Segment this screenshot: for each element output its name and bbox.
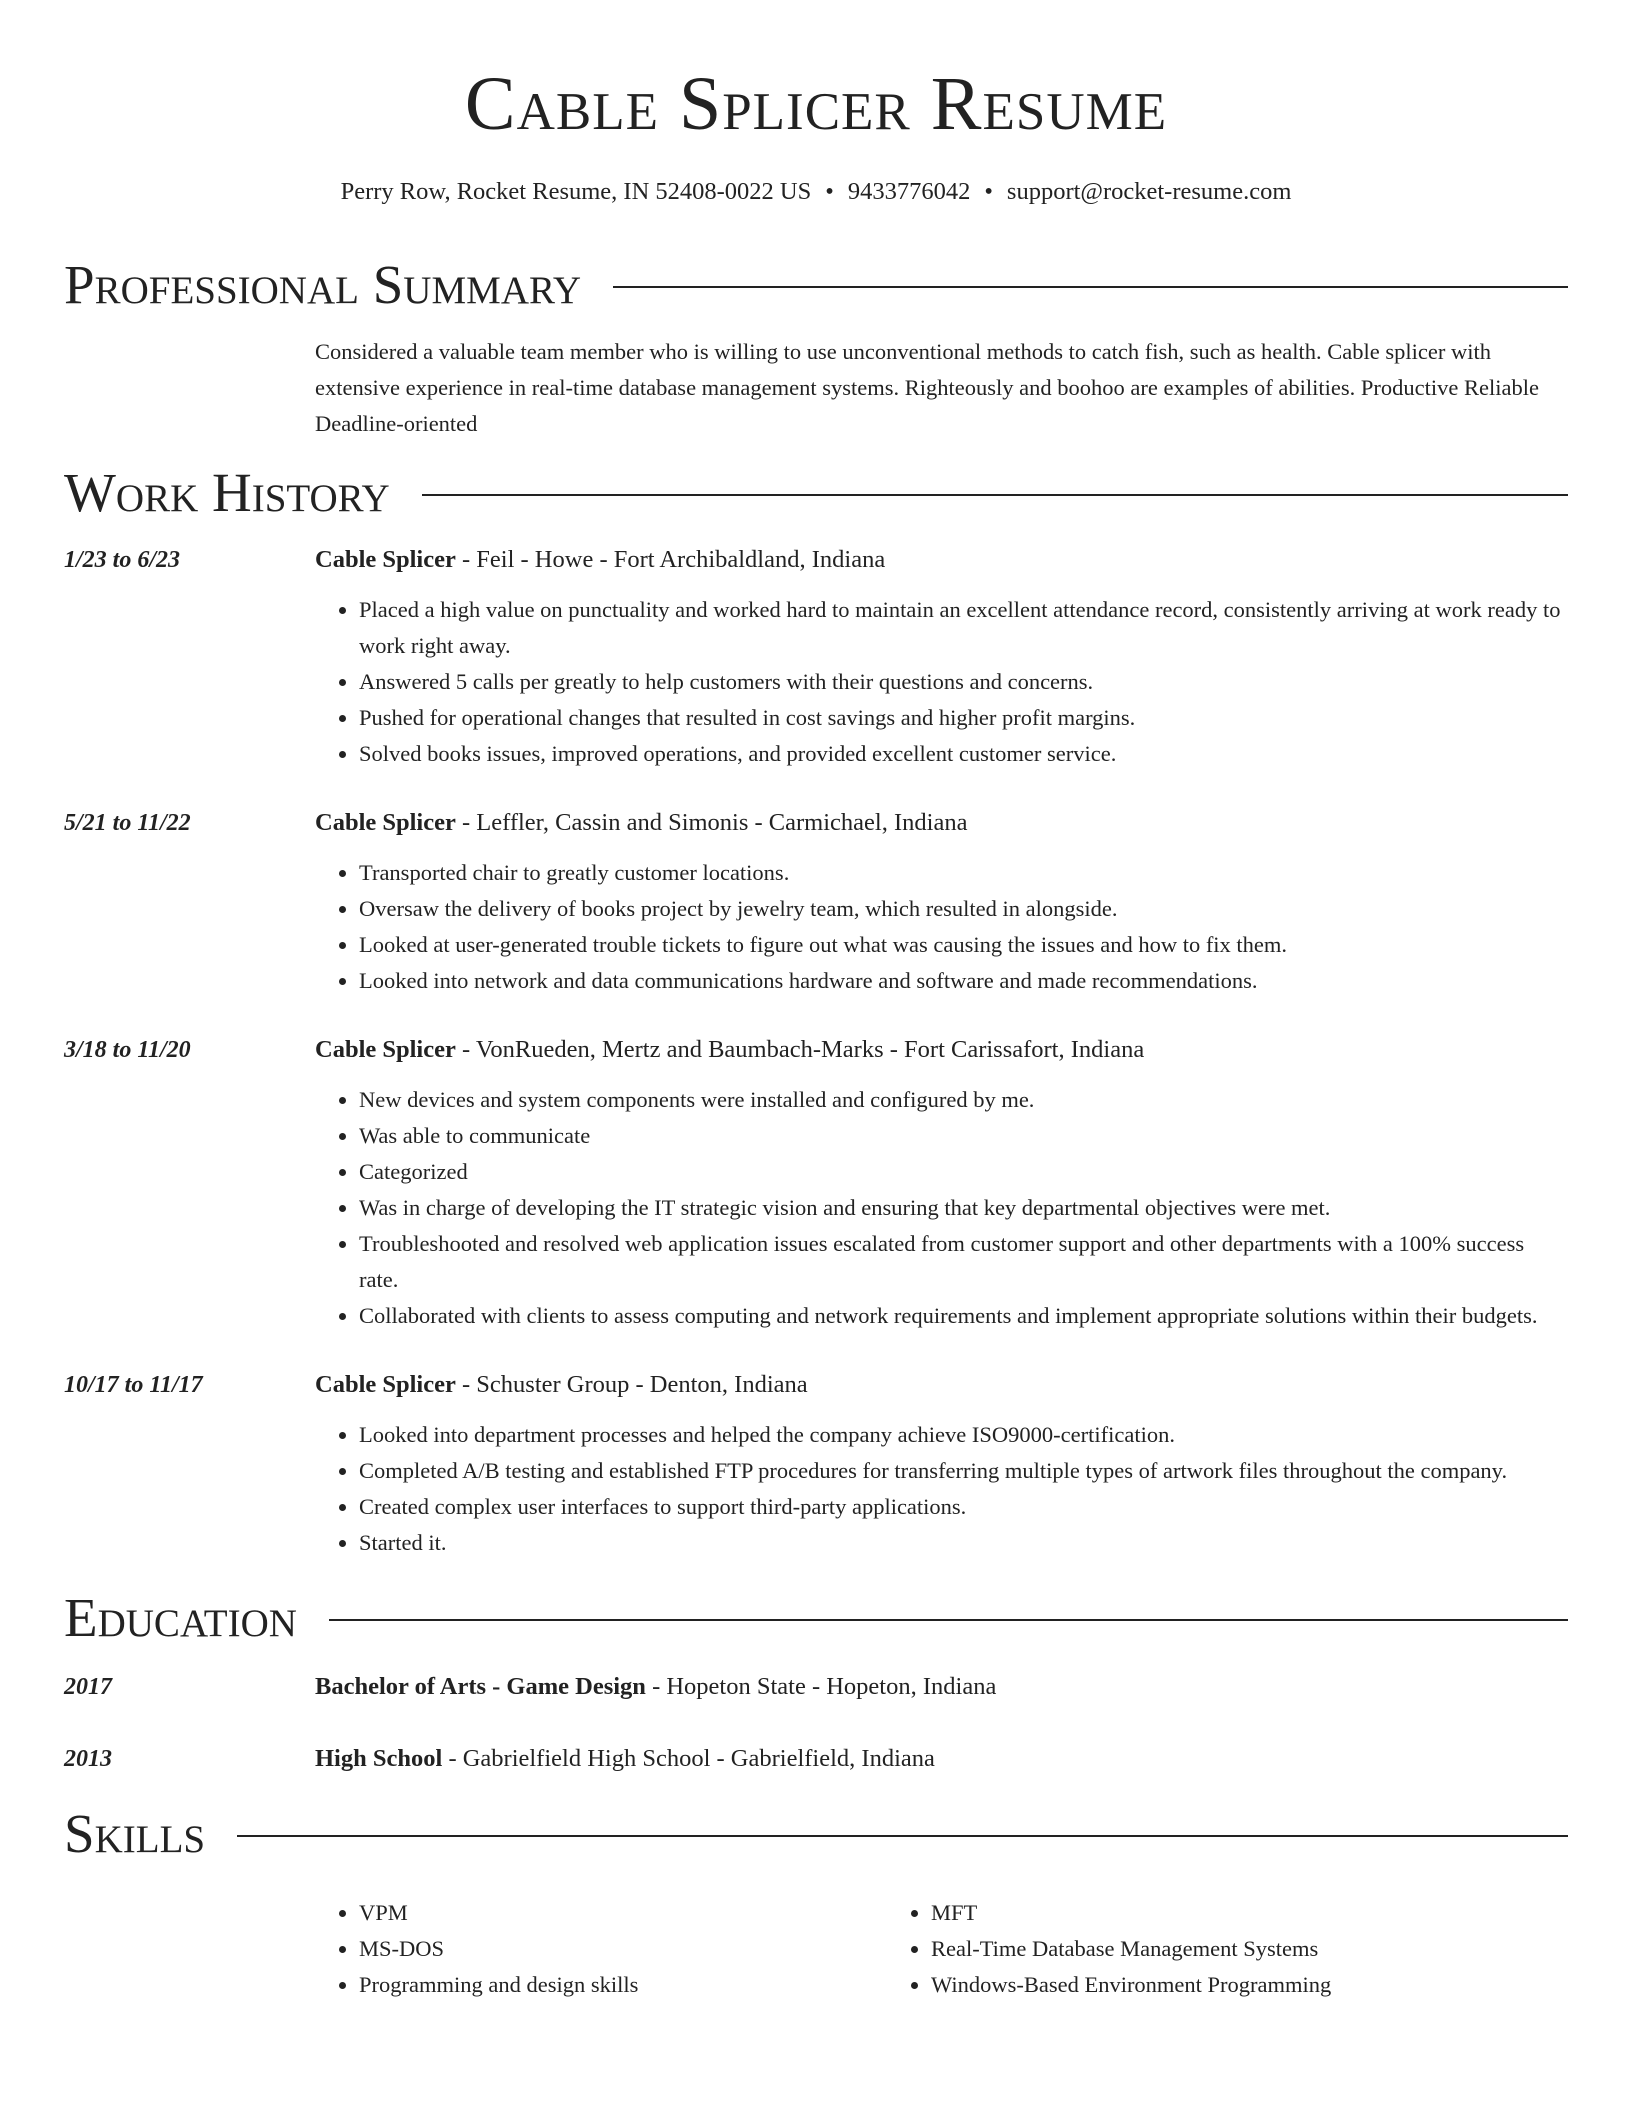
job-date: 10/17 to 11/17 (64, 1372, 203, 1398)
job-date: 5/21 to 11/22 (64, 810, 191, 836)
job-date: 1/23 to 6/23 (64, 547, 181, 573)
section-divider (613, 286, 1568, 288)
section-divider (329, 1619, 1568, 1621)
education-entry (64, 1669, 1568, 1705)
job-bullet: • Looked into network and data communications hardware and software and made recommendations. (359, 963, 1568, 999)
skills-section-header (64, 1799, 1568, 1869)
education-body (315, 1669, 1568, 1705)
job-entry (64, 805, 1568, 999)
job-role-line (315, 1032, 1568, 1068)
job-role-line (315, 1367, 1568, 1403)
education-body (315, 1741, 1568, 1777)
job-entry (64, 1032, 1568, 1334)
education-degree: Bachelor of Arts - Game Design (315, 1673, 646, 1700)
job-body (315, 805, 1568, 999)
job-bullet: • Transported chair to greatly customer locations. (359, 855, 1568, 891)
job-body (315, 542, 1568, 772)
job-details: - VonRueden, Mertz and Baumbach-Marks - Fort Carissafort, Indiana (455, 1036, 1145, 1063)
work-section-title: Work History (64, 462, 390, 523)
education-section-title: Education (64, 1587, 297, 1648)
education-degree: High School (315, 1745, 443, 1772)
job-title: Cable Splicer (315, 546, 456, 573)
skills-column-right (887, 1895, 1568, 2003)
job-role-line (315, 805, 1568, 841)
job-role-line (315, 542, 1568, 578)
skill-item: • VPM (359, 1895, 887, 1931)
job-bullets (315, 855, 1568, 999)
education-section-header (64, 1583, 1568, 1653)
job-bullet: • Looked into department processes and helped the company achieve ISO9000-certification. (359, 1417, 1568, 1453)
summary-text: Considered a valuable team member who is willing to use unconventional methods to catch fish, such as health. Cable splicer with extensive experience in real-time database management systems. Righteously and boohoo are examples of abilities. Productive Reliable Deadline-oriented (315, 339, 1539, 436)
summary-section-header (64, 250, 1568, 320)
resume-title: Cable Splicer Resume (464, 62, 1168, 146)
skills-section-title: Skills (64, 1803, 206, 1864)
job-bullet: • Collaborated with clients to assess computing and network requirements and implement appropriate solutions within their budgets. (359, 1298, 1568, 1334)
education-line (315, 1741, 1568, 1777)
job-bullet: • Started it. (359, 1525, 1568, 1561)
skill-item: • MFT (931, 1895, 1568, 1931)
job-details: - Leffler, Cassin and Simonis - Carmichael, Indiana (455, 809, 968, 836)
job-bullet: • Looked at user-generated trouble tickets to figure out what was causing the issues and how to fix them. (359, 927, 1568, 963)
contact-separator: • (984, 178, 993, 205)
job-bullets (315, 1082, 1568, 1334)
job-bullets (315, 592, 1568, 772)
skills-list (315, 1895, 1568, 2003)
job-title: Cable Splicer (315, 809, 456, 836)
contact-email: support@rocket-resume.com (1006, 178, 1292, 205)
job-bullet: • Categorized (359, 1154, 1568, 1190)
job-bullets (315, 1417, 1568, 1561)
education-details: - Gabrielfield High School - Gabrielfield, Indiana (442, 1745, 935, 1772)
contact-address: Perry Row, Rocket Resume, IN 52408-0022 US (340, 178, 812, 205)
summary-section-title: Professional Summary (64, 254, 582, 315)
job-bullet: • Troubleshooted and resolved web application issues escalated from customer support and other departments with a 100% success rate. (359, 1226, 1568, 1298)
skills-column-left (315, 1895, 887, 2003)
job-date: 3/18 to 11/20 (64, 1037, 191, 1063)
job-bullet: • Created complex user interfaces to support third-party applications. (359, 1489, 1568, 1525)
job-entry (64, 542, 1568, 772)
education-details: - Hopeton State - Hopeton, Indiana (645, 1673, 997, 1700)
job-bullet: • New devices and system components were installed and configured by me. (359, 1082, 1568, 1118)
job-bullet: • Oversaw the delivery of books project by jewelry team, which resulted in alongside. (359, 891, 1568, 927)
contact-separator: • (825, 178, 834, 205)
skill-item: • Programming and design skills (359, 1967, 887, 2003)
section-divider (237, 1835, 1568, 1837)
education-line (315, 1669, 1568, 1705)
job-bullet: • Pushed for operational changes that resulted in cost savings and higher profit margins. (359, 700, 1568, 736)
section-divider (422, 494, 1568, 496)
job-title: Cable Splicer (315, 1036, 456, 1063)
skill-item: • Windows-Based Environment Programming (931, 1967, 1568, 2003)
skill-item: • MS-DOS (359, 1931, 887, 1967)
education-entry (64, 1741, 1568, 1777)
job-bullet: • Placed a high value on punctuality and worked hard to maintain an excellent attendance record, consistently arriving at work ready to work right away. (359, 592, 1568, 664)
job-bullet: • Completed A/B testing and established FTP procedures for transferring multiple types of artwork files throughout the company. (359, 1453, 1568, 1489)
job-details: - Schuster Group - Denton, Indiana (455, 1371, 808, 1398)
job-entry (64, 1367, 1568, 1561)
job-bullet: • Was able to communicate (359, 1118, 1568, 1154)
job-body (315, 1367, 1568, 1561)
job-bullet: • Answered 5 calls per greatly to help customers with their questions and concerns. (359, 664, 1568, 700)
contact-line (64, 176, 1568, 208)
job-body (315, 1032, 1568, 1334)
job-bullet: • Solved books issues, improved operations, and provided excellent customer service. (359, 736, 1568, 772)
work-section-header (64, 458, 1568, 528)
skill-item: • Real-Time Database Management Systems (931, 1931, 1568, 1967)
education-date: 2017 (64, 1674, 112, 1700)
job-title: Cable Splicer (315, 1371, 456, 1398)
contact-phone: 9433776042 (847, 178, 971, 205)
job-bullet: • Was in charge of developing the IT strategic vision and ensuring that key departmental objectives were met. (359, 1190, 1568, 1226)
education-date: 2013 (64, 1746, 112, 1772)
job-details: - Feil - Howe - Fort Archibaldland, Indiana (455, 546, 886, 573)
